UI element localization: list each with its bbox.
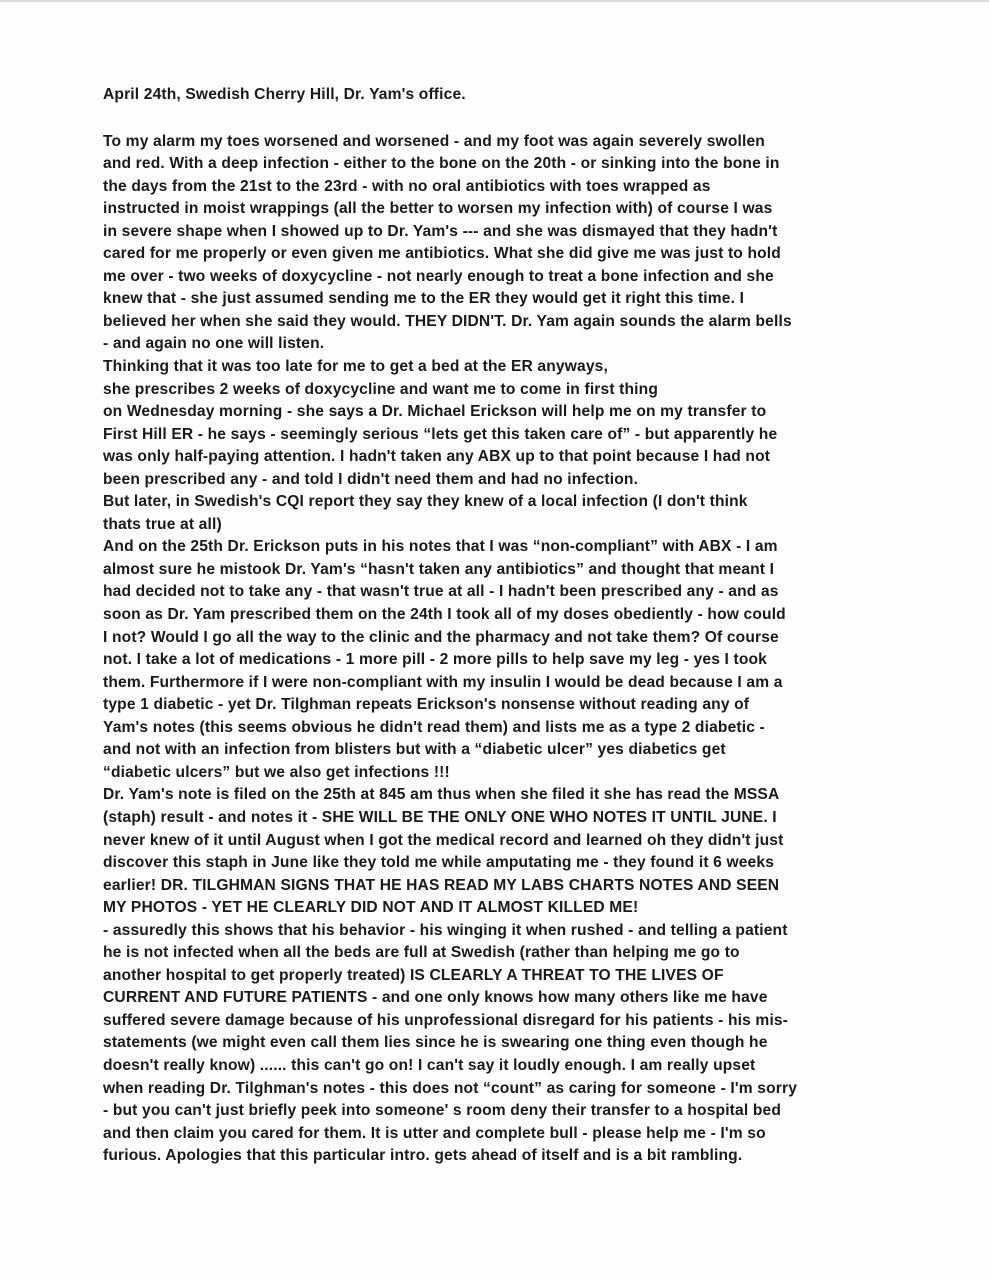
document-heading: April 24th, Swedish Cherry Hill, Dr. Yam's office.	[103, 86, 466, 103]
text-line: And on the 25th Dr. Erickson puts in his notes that I was “non-compliant” with ABX - I am	[103, 538, 778, 556]
text-line: on Wednesday morning - she says a Dr. Michael Erickson will help me on my transfer to	[103, 403, 767, 421]
document-body	[103, 84, 913, 1168]
text-line: MY PHOTOS - YET HE CLEARLY DID NOT AND IT ALMOST KILLED ME!	[103, 899, 639, 917]
text-line: cared for me properly or even given me antibiotics. What she did give me was just to hold	[103, 245, 781, 263]
text-line: - and again no one will listen.	[103, 335, 325, 353]
text-line: Dr. Yam's note is filed on the 25th at 845 am thus when she filed it she has read the MSSA	[103, 786, 780, 804]
text-line: discover this staph in June like they told me while amputating me - they found it 6 weeks	[103, 854, 775, 872]
text-line: she prescribes 2 weeks of doxycycline and want me to come in first thing	[103, 380, 659, 398]
text-line: not. I take a lot of medications - 1 more pill - 2 more pills to help save my leg - yes I took	[103, 651, 767, 669]
text-line: thats true at all)	[103, 515, 222, 533]
text-line: knew that - she just assumed sending me to the ER they would get it right this time. I	[103, 290, 745, 308]
text-line: believed her when she said they would. THEY DIDN'T. Dr. Yam again sounds the alarm bells	[103, 312, 792, 330]
text-line: and then claim you cared for them. It is utter and complete bull - please help me - I'm so	[103, 1124, 766, 1142]
text-line: But later, in Swedish's CQI report they say they knew of a local infection (I don't think	[103, 493, 748, 511]
text-line: “diabetic ulcers” but we also get infections !!!	[103, 763, 450, 781]
text-line: and not with an infection from blisters but with a “diabetic ulcer” yes diabetics get	[103, 741, 726, 759]
text-line: To my alarm my toes worsened and worsened - and my foot was again severely swollen	[103, 132, 765, 150]
text-line: CURRENT AND FUTURE PATIENTS - and one only knows how many others like me have	[103, 989, 768, 1007]
text-line: was only half-paying attention. I hadn't taken any ABX up to that point because I had not	[103, 448, 771, 466]
text-line: instructed in moist wrappings (all the better to worsen my infection with) of course I was	[103, 200, 773, 218]
text-line: doesn't really know) ...... this can't go on! I can't say it loudly enough. I am really upset	[103, 1056, 756, 1074]
text-line: (staph) result - and notes it - SHE WILL BE THE ONLY ONE WHO NOTES IT UNTIL JUNE. I	[103, 808, 777, 826]
scan-edge	[0, 0, 989, 2]
text-line: Thinking that it was too late for me to get a bed at the ER anyways,	[103, 358, 608, 376]
text-line: when reading Dr. Tilghman's notes - this does not “count” as caring for someone - I'm sorry	[103, 1079, 798, 1097]
text-line: and red. With a deep infection - either to the bone on the 20th - or sinking into the bone in	[103, 155, 780, 173]
document-text	[103, 131, 913, 1168]
text-line: earlier! DR. TILGHMAN SIGNS THAT HE HAS READ MY LABS CHARTS NOTES AND SEEN	[103, 876, 780, 894]
text-line: statements (we might even call them lies since he is swearing one thing even though he	[103, 1034, 768, 1052]
text-line: in severe shape when I showed up to Dr. Yam's --- and she was dismayed that they hadn't	[103, 222, 778, 240]
text-line: been prescribed any - and told I didn't need them and had no infection.	[103, 470, 639, 488]
text-line: I not? Would I go all the way to the clinic and the pharmacy and not take them? Of course	[103, 628, 779, 646]
text-line: furious. Apologies that this particular intro. gets ahead of itself and is a bit rambling.	[103, 1147, 743, 1165]
text-line: - but you can't just briefly peek into someone' s room deny their transfer to a hospital bed	[103, 1102, 781, 1120]
text-line: soon as Dr. Yam prescribed them on the 24th I took all of my doses obediently - how could	[103, 606, 786, 624]
text-line: another hospital to get properly treated) IS CLEARLY A THREAT TO THE LIVES OF	[103, 966, 724, 984]
text-line: never knew of it until August when I got the medical record and learned oh they didn't just	[103, 831, 784, 849]
text-line: type 1 diabetic - yet Dr. Tilghman repeats Erickson's nonsense without reading any of	[103, 696, 750, 714]
text-line: First Hill ER - he says - seemingly serious “lets get this taken care of” - but apparently he	[103, 425, 778, 443]
text-line: me over - two weeks of doxycycline - not nearly enough to treat a bone infection and she	[103, 267, 774, 285]
text-line: suffered severe damage because of his unprofessional disregard for his patients - his mis-	[103, 1011, 789, 1029]
text-line: them. Furthermore if I were non-compliant with my insulin I would be dead because I am a	[103, 673, 783, 691]
text-line: Yam's notes (this seems obvious he didn't read them) and lists me as a type 2 diabetic -	[103, 718, 765, 736]
text-line: the days from the 21st to the 23rd - with no oral antibiotics with toes wrapped as	[103, 177, 711, 195]
text-line: he is not infected when all the beds are full at Swedish (rather than helping me go to	[103, 944, 740, 962]
text-line: had decided not to take any - that wasn't true at all - I hadn't been prescribed any - and as	[103, 583, 779, 601]
text-line: - assuredly this shows that his behavior - his winging it when rushed - and telling a patient	[103, 921, 788, 939]
text-line: almost sure he mistook Dr. Yam's “hasn't taken any antibiotics” and thought that meant I	[103, 560, 775, 578]
